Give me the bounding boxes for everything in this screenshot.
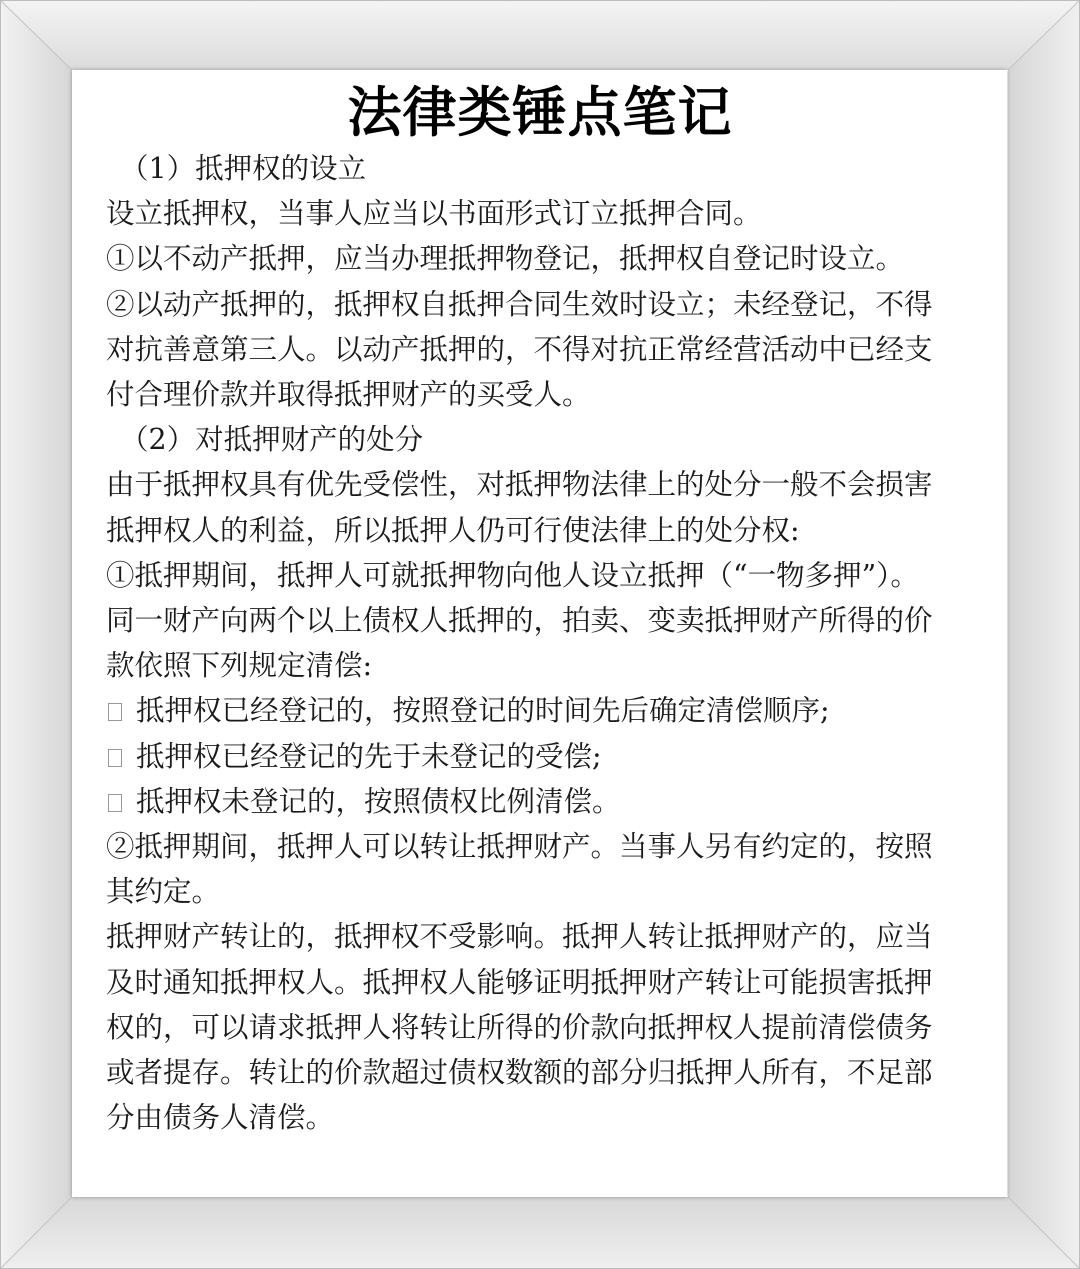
list-item-text: 抵押权未登记的，按照债权比例清偿。 bbox=[136, 784, 621, 818]
list-item-text: 抵押权已经登记的先于未登记的受偿; bbox=[136, 739, 602, 773]
paragraph: 抵押财产转让的，抵押权不受影响。抵押人转让抵押财产的，应当及时通知抵押权人。抵押权人能够证明抵押财产转让可能损害抵押权的，可以请求抵押人将转让所得的价款向抵押权人提前清偿债务或者提存。转让的价款超过债权数额的部分归抵押人所有，不足部分由债务人清偿。 bbox=[106, 920, 933, 1135]
paragraph: ①抵押期间，抵押人可就抵押物向他人设立抵押（“一物多押”）。 bbox=[106, 558, 919, 592]
paragraph: 设立抵押权，当事人应当以书面形式订立抵押合同。 bbox=[106, 197, 762, 231]
checkbox-square-icon bbox=[108, 749, 122, 767]
checkbox-square-icon bbox=[108, 703, 122, 721]
document-body bbox=[106, 146, 956, 1140]
paragraph: 同一财产向两个以上债权人抵押的，拍卖、变卖抵押财产所得的价款依照下列规定清偿: bbox=[106, 604, 933, 683]
paragraph: ②抵押期间，抵押人可以转让抵押财产。当事人另有约定的，按照其约定。 bbox=[106, 830, 933, 909]
list-item bbox=[106, 688, 956, 733]
paragraph: ②以动产抵押的，抵押权自抵押合同生效时设立；未经登记，不得对抗善意第三人。以动产抵押的，不得对抗正常经营活动中已经支付合理价款并取得抵押财产的买受人。 bbox=[106, 287, 933, 412]
section-heading-2: （2）对抵押财产的处分 bbox=[120, 423, 424, 457]
paragraph: ①以不动产抵押，应当办理抵押物登记，抵押权自登记时设立。 bbox=[106, 242, 905, 276]
section-heading-1: （1）抵押权的设立 bbox=[120, 152, 367, 185]
page-title: 法律类锤点笔记 bbox=[347, 80, 733, 144]
list-item bbox=[106, 779, 956, 824]
list-item bbox=[106, 734, 956, 779]
list-item-text: 抵押权已经登记的，按照登记的时间先后确定清偿顺序; bbox=[136, 694, 830, 728]
paragraph: 由于抵押权具有优先受偿性，对抵押物法律上的处分一般不会损害抵押权人的利益，所以抵押人仍可行使法律上的处分权: bbox=[106, 468, 933, 547]
checkbox-square-icon bbox=[108, 794, 122, 812]
